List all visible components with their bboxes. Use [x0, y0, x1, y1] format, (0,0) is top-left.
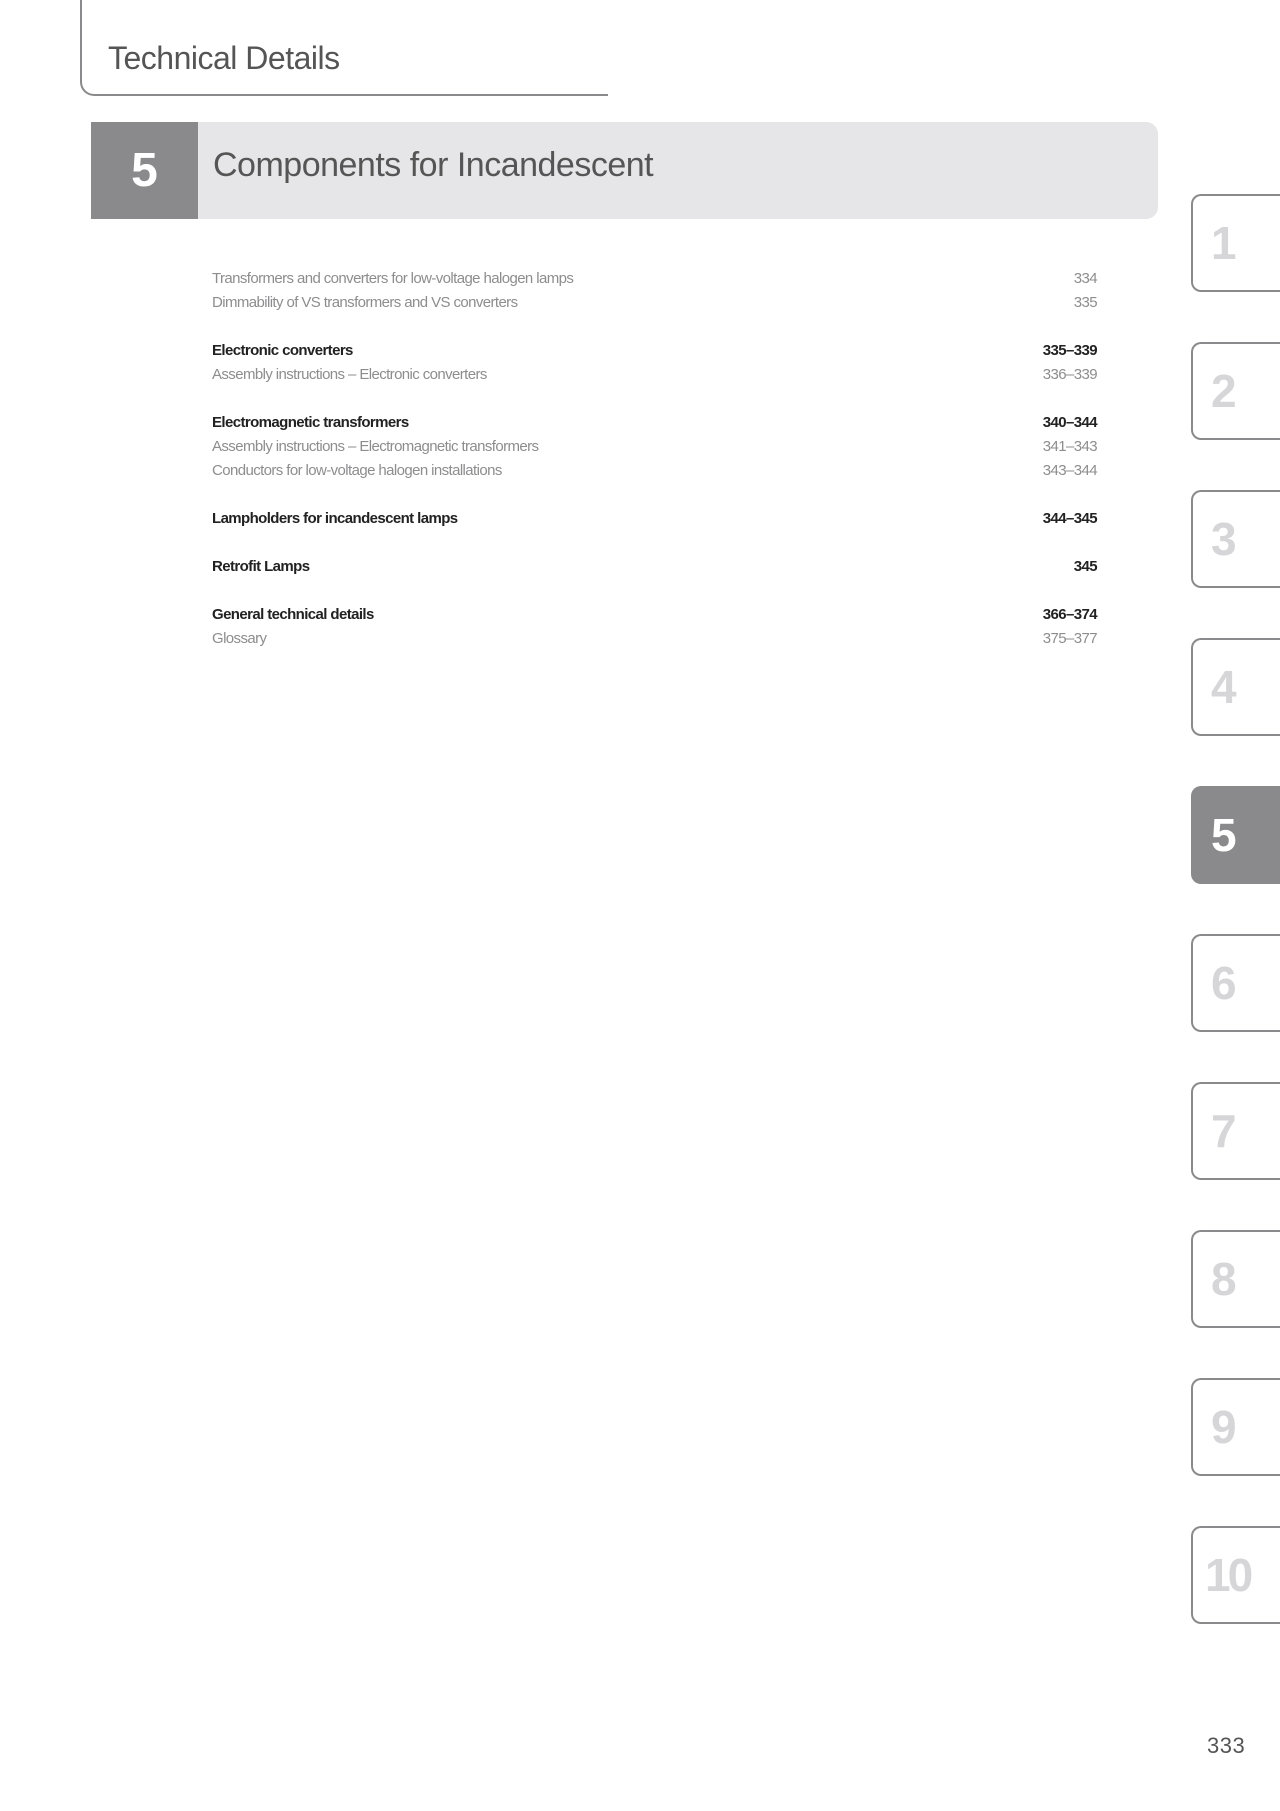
toc-group — [212, 270, 1097, 318]
toc-entry-pages: 366–374 — [1042, 606, 1097, 623]
table-of-contents — [212, 270, 1097, 678]
toc-entry-pages: 343–344 — [1042, 462, 1097, 479]
toc-entry-pages: 345 — [1073, 558, 1097, 575]
toc-entry[interactable] — [212, 366, 1097, 390]
toc-group — [212, 558, 1097, 582]
toc-entry[interactable] — [212, 270, 1097, 294]
toc-entry-pages: 336–339 — [1042, 366, 1097, 383]
chapter-tab-5[interactable]: 5 — [1191, 786, 1280, 884]
toc-entry-label: Dimmability of VS transformers and VS converters — [212, 294, 518, 311]
chapter-number: 5 — [91, 122, 198, 219]
toc-entry-pages: 375–377 — [1042, 630, 1097, 647]
toc-entry[interactable] — [212, 414, 1097, 438]
toc-entry-label: Conductors for low-voltage halogen installations — [212, 462, 502, 479]
chapter-tab-2[interactable]: 2 — [1191, 342, 1280, 440]
toc-group — [212, 342, 1097, 390]
toc-entry-label: Electronic converters — [212, 342, 353, 359]
toc-entry-pages: 344–345 — [1042, 510, 1097, 527]
toc-entry-label: Assembly instructions – Electromagnetic transformers — [212, 438, 539, 455]
chapter-tab-8[interactable]: 8 — [1191, 1230, 1280, 1328]
toc-group — [212, 414, 1097, 486]
toc-entry-pages: 341–343 — [1042, 438, 1097, 455]
toc-entry-pages: 340–344 — [1042, 414, 1097, 431]
toc-entry[interactable] — [212, 438, 1097, 462]
toc-entry-label: General technical details — [212, 606, 374, 623]
toc-entry-label: Electromagnetic transformers — [212, 414, 409, 431]
toc-entry[interactable] — [212, 294, 1097, 318]
chapter-banner — [91, 122, 1158, 219]
toc-entry-label: Retrofit Lamps — [212, 558, 310, 575]
toc-entry[interactable] — [212, 606, 1097, 630]
toc-entry-pages: 335 — [1073, 294, 1097, 311]
toc-group — [212, 606, 1097, 654]
chapter-tab-3[interactable]: 3 — [1191, 490, 1280, 588]
toc-group — [212, 510, 1097, 534]
page-header-title: Technical Details — [108, 40, 340, 76]
toc-entry-label: Assembly instructions – Electronic converters — [212, 366, 487, 383]
toc-entry[interactable] — [212, 558, 1097, 582]
chapter-tab-9[interactable]: 9 — [1191, 1378, 1280, 1476]
toc-entry-label: Glossary — [212, 630, 267, 647]
toc-entry[interactable] — [212, 342, 1097, 366]
chapter-title: Components for Incandescent — [213, 146, 654, 184]
toc-entry-pages: 335–339 — [1042, 342, 1097, 359]
chapter-tab-6[interactable]: 6 — [1191, 934, 1280, 1032]
toc-entry-label: Lampholders for incandescent lamps — [212, 510, 458, 527]
page-number: 333 — [1207, 1733, 1246, 1758]
toc-entry[interactable] — [212, 462, 1097, 486]
chapter-tab-7[interactable]: 7 — [1191, 1082, 1280, 1180]
chapter-tab-1[interactable]: 1 — [1191, 194, 1280, 292]
chapter-tab-4[interactable]: 4 — [1191, 638, 1280, 736]
toc-entry[interactable] — [212, 510, 1097, 534]
toc-entry-pages: 334 — [1073, 270, 1097, 287]
toc-entry[interactable] — [212, 630, 1097, 654]
chapter-tab-10[interactable]: 10 — [1191, 1526, 1280, 1624]
toc-entry-label: Transformers and converters for low-voltage halogen lamps — [212, 270, 574, 287]
